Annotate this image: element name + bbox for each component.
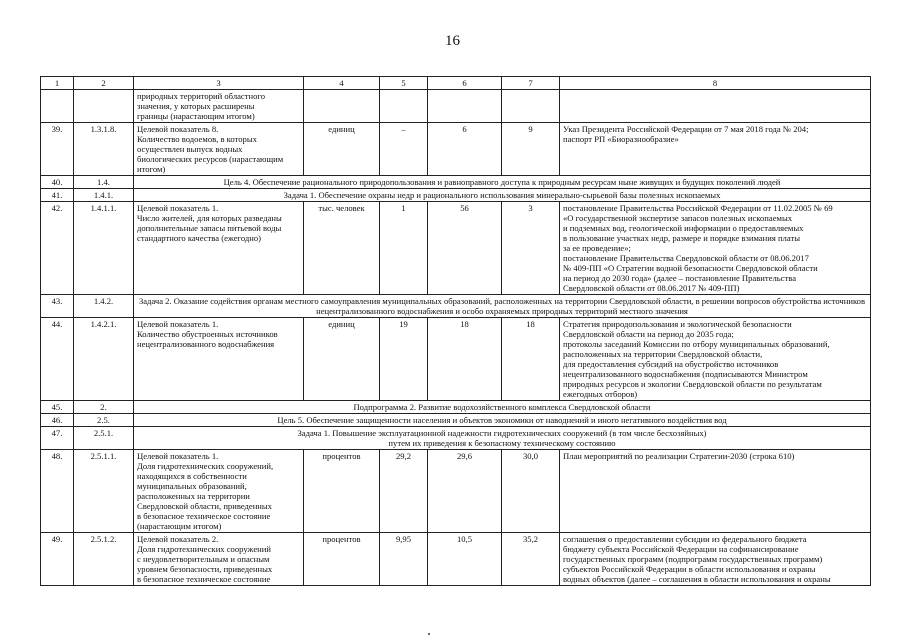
row-code-cell	[74, 90, 134, 123]
table-header-row	[41, 77, 871, 90]
source-cell	[560, 90, 871, 123]
value-cell: 1	[380, 202, 428, 295]
source-cell: План мероприятий по реализации Стратегии-2030 (строка 610)	[560, 450, 871, 533]
value-cell: 35,2	[502, 533, 560, 586]
header-cell: 1	[41, 77, 74, 90]
indicator-name-cell: Целевой показатель 1. Число жителей, для которых разведаны дополнительные запасы питьевой воды стандартного качества (ежегодно)	[134, 202, 304, 295]
header-cell: 2	[74, 77, 134, 90]
value-cell: 9	[502, 123, 560, 176]
value-cell	[502, 90, 560, 123]
row-number-cell: 46.	[41, 414, 74, 427]
indicator-name-cell: Целевой показатель 1. Доля гидротехнических сооружений, находящихся в собственности муниципальных образований, расположенных на территории Свердловской области, приведенных в безопасное техническое состояние (нарастающим итогом)	[134, 450, 304, 533]
source-cell: постановление Правительства Российской Федерации от 11.02.2005 № 69 «О государственной экспертизе запасов полезных ископаемых и подземных вод, геологической информации о предоставляемых в пользование участках недр, размере и порядке взимания платы за ее проведение»; постановление Правительства Свердловской области от 08.06.2017 № 409-ПП «О Стратегии водной безопасности Свердловской области на период до 2030 года» (далее – постановление Правительства Свердловской области от 08.06.2017 № 409-ПП)	[560, 202, 871, 295]
row-code-cell: 1.4.1.	[74, 189, 134, 202]
row-number-cell: 43.	[41, 295, 74, 318]
row-code-cell: 2.5.1.	[74, 427, 134, 450]
value-cell: 29,6	[428, 450, 502, 533]
header-cell: 5	[380, 77, 428, 90]
value-cell: 9,95	[380, 533, 428, 586]
row-number-cell: 41.	[41, 189, 74, 202]
section-title-cell: Цель 4. Обеспечение рационального природопользования и равноправного доступа к природным ресурсам ныне живущих и будущих поколений людей	[134, 176, 871, 189]
header-cell: 4	[304, 77, 380, 90]
header-cell: 7	[502, 77, 560, 90]
table-row	[41, 90, 871, 123]
value-cell: 10,5	[428, 533, 502, 586]
section-title-cell: Задача 2. Оказание содействия органам местного самоуправления муниципальных образований, расположенных на территории Свердловской области, в решении вопросов обустройства источников нецентрализованного водоснабжения и особо охраняемых природных территорий местного значения	[134, 295, 871, 318]
section-title-cell: Цель 5. Обеспечение защищенности населения и объектов экономики от наводнений и иного негативного воздействия вод	[134, 414, 871, 427]
row-code-cell: 1.4.1.1.	[74, 202, 134, 295]
source-cell: соглашения о предоставлении субсидии из федерального бюджета бюджету субъекта Российской Федерации на софинансирование государственных программ (подпрограмм государственных программ) субъектов Российской Федерации в области использования и охраны водных объектов (далее – соглашения в области использования и охраны	[560, 533, 871, 586]
unit-cell: процентов	[304, 533, 380, 586]
value-cell: 56	[428, 202, 502, 295]
indicator-name-cell: Целевой показатель 2. Доля гидротехнических сооружений с неудовлетворительным и опасным уровнем безопасности, приведенных в безопасное техническое состояние	[134, 533, 304, 586]
value-cell: 18	[502, 318, 560, 401]
section-row	[41, 427, 871, 450]
value-cell: –	[380, 123, 428, 176]
section-row	[41, 176, 871, 189]
value-cell	[380, 90, 428, 123]
section-title-cell: Подпрограмма 2. Развитие водохозяйственного комплекса Свердловской области	[134, 401, 871, 414]
row-number-cell: 39.	[41, 123, 74, 176]
section-row	[41, 295, 871, 318]
row-number-cell: 42.	[41, 202, 74, 295]
row-number-cell	[41, 90, 74, 123]
header-cell: 6	[428, 77, 502, 90]
section-row	[41, 414, 871, 427]
row-code-cell: 2.5.1.1.	[74, 450, 134, 533]
page-number: 16	[445, 33, 460, 49]
unit-cell: процентов	[304, 450, 380, 533]
unit-cell	[304, 90, 380, 123]
unit-cell: единиц	[304, 318, 380, 401]
row-code-cell: 1.4.2.	[74, 295, 134, 318]
row-code-cell: 1.3.1.8.	[74, 123, 134, 176]
value-cell: 30,0	[502, 450, 560, 533]
section-row	[41, 401, 871, 414]
row-number-cell: 45.	[41, 401, 74, 414]
indicator-name-cell: природных территорий областного значения, у которых расширены границы (нарастающим итогом)	[134, 90, 304, 123]
scan-speck	[428, 633, 430, 635]
section-title-cell: Задача 1. Повышение эксплуатационной надежности гидротехнических сооружений (в том числе бесхозяйных) путем их приведения к безопасному техническому состоянию	[134, 427, 871, 450]
header-cell: 8	[560, 77, 871, 90]
value-cell: 18	[428, 318, 502, 401]
source-cell: Стратегия природопользования и экологической безопасности Свердловской области на период до 2035 года; протоколы заседаний Комиссии по отбору муниципальных образований, расположенных на территории Свердловской области, для предоставления субсидий на обустройство источников нецентрализованного водоснабжения (подписываются Министром природных ресурсов и экологии Свердловской области по результатам ежегодных отборов)	[560, 318, 871, 401]
table-row	[41, 123, 871, 176]
indicator-name-cell: Целевой показатель 1. Количество обустроенных источников нецентрализованного водоснабжения	[134, 318, 304, 401]
table-row	[41, 318, 871, 401]
section-row	[41, 189, 871, 202]
row-code-cell: 1.4.2.1.	[74, 318, 134, 401]
row-number-cell: 44.	[41, 318, 74, 401]
value-cell: 29,2	[380, 450, 428, 533]
value-cell: 3	[502, 202, 560, 295]
row-code-cell: 1.4.	[74, 176, 134, 189]
row-number-cell: 47.	[41, 427, 74, 450]
row-code-cell: 2.5.	[74, 414, 134, 427]
unit-cell: тыс. человек	[304, 202, 380, 295]
indicator-name-cell: Целевой показатель 8. Количество водоемов, в которых осуществлен выпуск водных биологических ресурсов (нарастающим итогом)	[134, 123, 304, 176]
row-code-cell: 2.	[74, 401, 134, 414]
header-cell: 3	[134, 77, 304, 90]
row-code-cell: 2.5.1.2.	[74, 533, 134, 586]
targets-table	[40, 76, 871, 586]
value-cell	[428, 90, 502, 123]
source-cell: Указ Президента Российской Федерации от 7 мая 2018 года № 204; паспорт РП «Биоразнообразие»	[560, 123, 871, 176]
row-number-cell: 48.	[41, 450, 74, 533]
table-row	[41, 533, 871, 586]
row-number-cell: 49.	[41, 533, 74, 586]
table-row	[41, 450, 871, 533]
row-number-cell: 40.	[41, 176, 74, 189]
value-cell: 19	[380, 318, 428, 401]
section-title-cell: Задача 1. Обеспечение охраны недр и рационального использования минерально-сырьевой базы полезных ископаемых	[134, 189, 871, 202]
unit-cell: единиц	[304, 123, 380, 176]
value-cell: 6	[428, 123, 502, 176]
table-row	[41, 202, 871, 295]
